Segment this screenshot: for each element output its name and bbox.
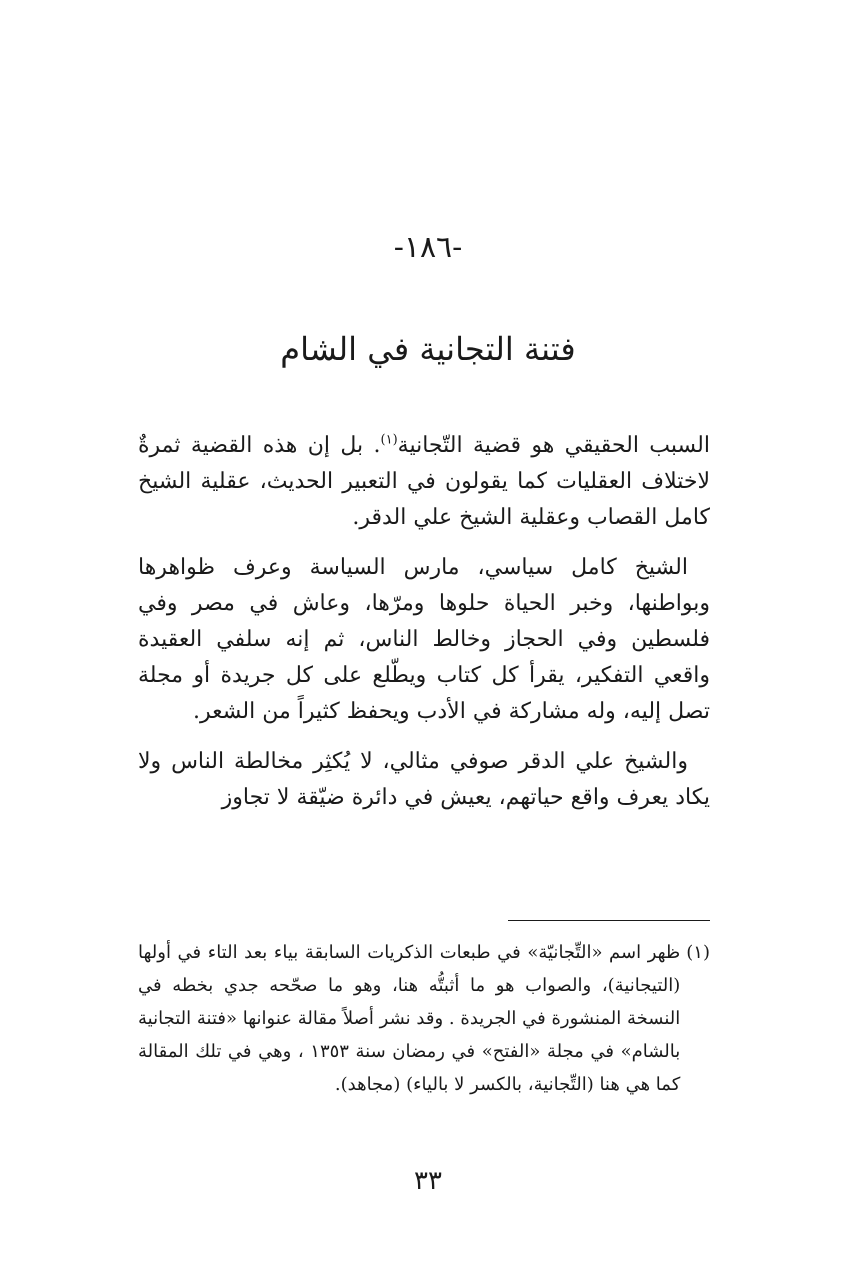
footnote-separator [508,920,710,921]
footnote-text: ظهر اسم «التِّجانيّة» في طبعات الذكريات السابقة بياء بعد التاء في أولها (التيجانية)، والصواب هو ما أثبتُّه هنا، وهو ما صحّحه جدي بخطه في النسخة المنشورة في الجريدة . وقد نشر أصلاً مقالة عنوانها «فتنة التجانية بالشام» في مجلة «الفتح» في رمضان سنة ١٣٥٣ ، وهي في تلك المقالة كما هي هنا (التِّجانية، بالكسر لا بالياء) (مجاهد). [138,942,681,1095]
footnotes [138,936,710,1101]
footnote-reference: (١) [380,432,398,448]
chapter-number: -١٨٦- [393,230,463,265]
body-text [138,428,710,830]
paragraph [138,428,710,536]
page-number: ٣٣ [414,1166,442,1196]
paragraph: والشيخ علي الدقر صوفي مثالي، لا يُكثِر مخالطة الناس ولا يكاد يعرف واقع حياتهم، يعيش في دائرة ضيّقة لا تجاوز [138,749,710,810]
footnote [138,936,710,1101]
paragraph-text: . بل إن هذه القضية ثمرةٌ لاختلاف العقليات كما يقولون في التعبير الحديث، عقلية الشيخ كامل القصاب وعقلية الشيخ علي الدقر. [138,433,710,530]
footnote-marker: (١) [686,942,710,963]
chapter-title: فتنة التجانية في الشام [280,330,576,368]
paragraph-text: السبب الحقيقي هو قضية التّجانية [397,433,710,458]
paragraph: الشيخ كامل سياسي، مارس السياسة وعرف ظواهرها وبواطنها، وخبر الحياة حلوها ومرّها، وعاش في مصر وفي فلسطين وفي الحجاز وخالط الناس، ثم إنه سلفي العقيدة واقعي التفكير، يقرأ كل كتاب ويطّلع على كل جريدة أو مجلة تصل إليه، وله مشاركة في الأدب ويحفظ كثيراً من الشعر. [138,555,710,724]
